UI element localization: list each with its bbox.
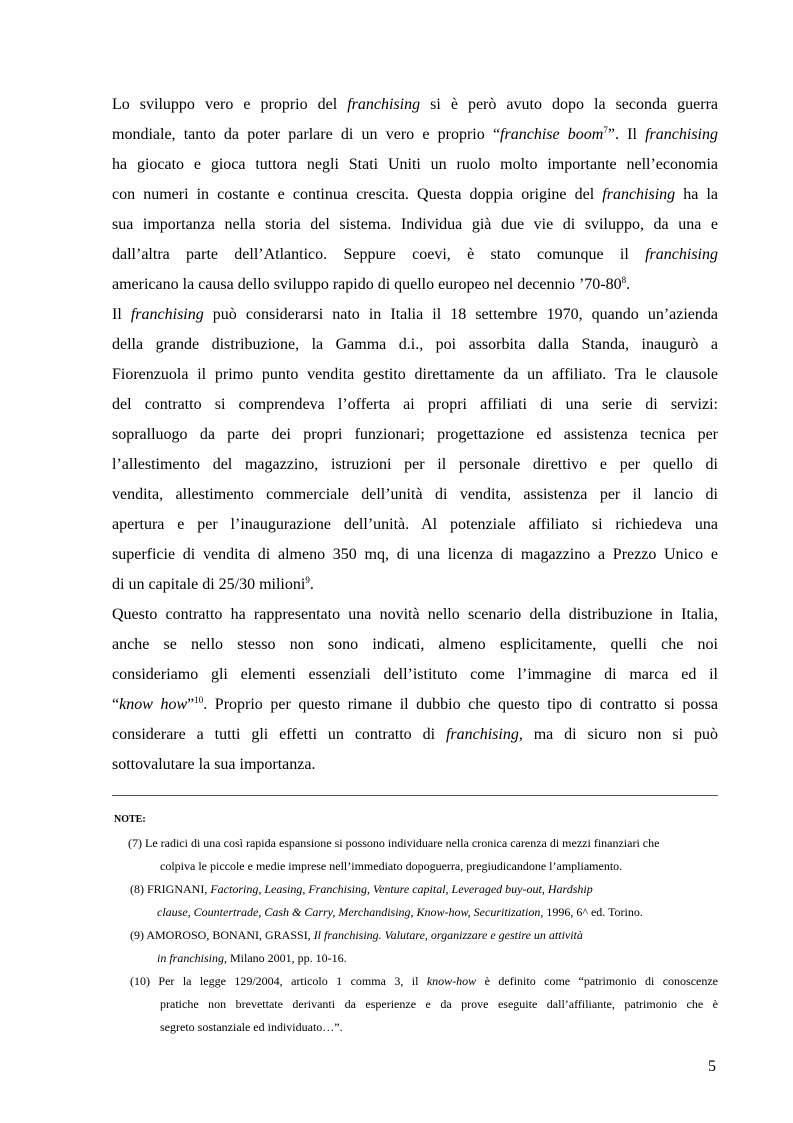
footnote-line: (10) Per la legge 129/2004, articolo 1 comma 3, il know-how è definito come “patrimonio di conoscenze xyxy=(130,974,719,988)
page-number: 5 xyxy=(708,1058,716,1075)
body-line: Fiorenzuola il primo punto vendita gestito direttamente da un affiliato. Tra le clausole xyxy=(112,366,718,383)
body-line: di un capitale di 25/30 milioni$^9$. xyxy=(112,575,314,593)
body-line: Questo contratto ha rappresentato una novità nello scenario della distribuzione in Italia, xyxy=(112,606,718,623)
body-line: ha giocato e gioca tuttora negli Stati Uniti un ruolo molto importante nell’economia xyxy=(112,156,718,173)
footnote-ref: 7 xyxy=(603,125,608,135)
footnote-line: in franchising, Milano 2001, pp. 10-16. xyxy=(157,951,347,965)
footnote-ref: 8 xyxy=(621,275,627,285)
footnote-ref: 10 xyxy=(194,695,204,705)
body-line: sua importanza nella storia del sistema. Individua già due vie di sviluppo, da una e xyxy=(112,216,718,233)
body-line: anche se nello stesso non sono indicati, almeno esplicitamente, quelli che noi xyxy=(112,636,718,653)
footnote-line: segreto sostanziale ed individuato…”. xyxy=(160,1020,343,1034)
body-line: mondiale, tanto da poter parlare di un vero e proprio “franchise boom$^7$”. Il franchising xyxy=(112,125,718,143)
footnote-line: colpiva le piccole e medie imprese nell’immediato dopoguerra, pregiudicandone l’ampliamento. xyxy=(160,859,623,873)
notes-heading: NOTE: xyxy=(114,814,146,825)
footnote-line: pratiche non brevettate derivanti da esperienze e da prove eseguite dall’affiliante, patrimonio che è xyxy=(160,997,718,1011)
body-line: Il franchising può considerarsi nato in Italia il 18 settembre 1970, quando un’azienda xyxy=(112,306,718,323)
body-line: considerare a tutti gli effetti un contratto di franchising, ma di sicuro non si può xyxy=(112,726,718,743)
body-line: sopralluogo da parte dei propri funzionari; progettazione ed assistenza tecnica per xyxy=(112,426,718,443)
body-line: del contratto si comprendeva l’offerta ai propri affiliati di una serie di servizi: xyxy=(112,396,718,413)
body-line: della grande distribuzione, la Gamma d.i., poi assorbita dalla Standa, inaugurò a xyxy=(112,336,718,353)
footnote-line: (7) Le radici di una così rapida espansione si possono individuare nella cronica carenza di mezzi finanziari che xyxy=(128,836,660,850)
footnote-ref: 9 xyxy=(305,575,310,585)
body-line: “know how”$^{10}$. Proprio per questo rimane il dubbio che questo tipo di contratto si possa xyxy=(112,695,718,713)
footnote-line: (9) AMOROSO, BONANI, GRASSI, Il franchising. Valutare, organizzare e gestire un attività xyxy=(130,928,583,942)
body-line: vendita, allestimento commerciale dell’unità di vendita, assistenza per il lancio di xyxy=(112,486,718,503)
body-line: americano la causa dello sviluppo rapido di quello europeo nel decennio $’70-80^8$. xyxy=(112,275,631,293)
footnote-line: (8) FRIGNANI, Factoring, Leasing, Franchising, Venture capital, Leveraged buy-out, Hardship xyxy=(130,882,593,896)
body-line: con numeri in costante e continua crescita. Questa doppia origine del franchising ha la xyxy=(112,186,718,203)
footnote-separator xyxy=(112,795,718,796)
footnote-line: clause, Countertrade, Cash & Carry, Merchandising, Know-how, Securitization, 1996, 6^ ed. Torino. xyxy=(157,905,643,919)
body-line: sottovalutare la sua importanza. xyxy=(112,756,316,773)
body-line: dall’altra parte dell’Atlantico. Seppure coevi, è stato comunque il franchising xyxy=(112,246,718,263)
body-line: l’allestimento del magazzino, istruzioni per il personale direttivo e per quello di xyxy=(112,456,718,473)
body-line: consideriamo gli elementi essenziali dell’istituto come l’immagine di marca ed il xyxy=(112,666,718,683)
body-line: apertura e per l’inaugurazione dell’unità. Al potenziale affiliato si richiedeva una xyxy=(112,516,718,533)
body-line: Lo sviluppo vero e proprio del franchising si è però avuto dopo la seconda guerra xyxy=(112,96,718,113)
body-line: superficie di vendita di almeno 350 mq, di una licenza di magazzino a Prezzo Unico e xyxy=(112,546,718,563)
